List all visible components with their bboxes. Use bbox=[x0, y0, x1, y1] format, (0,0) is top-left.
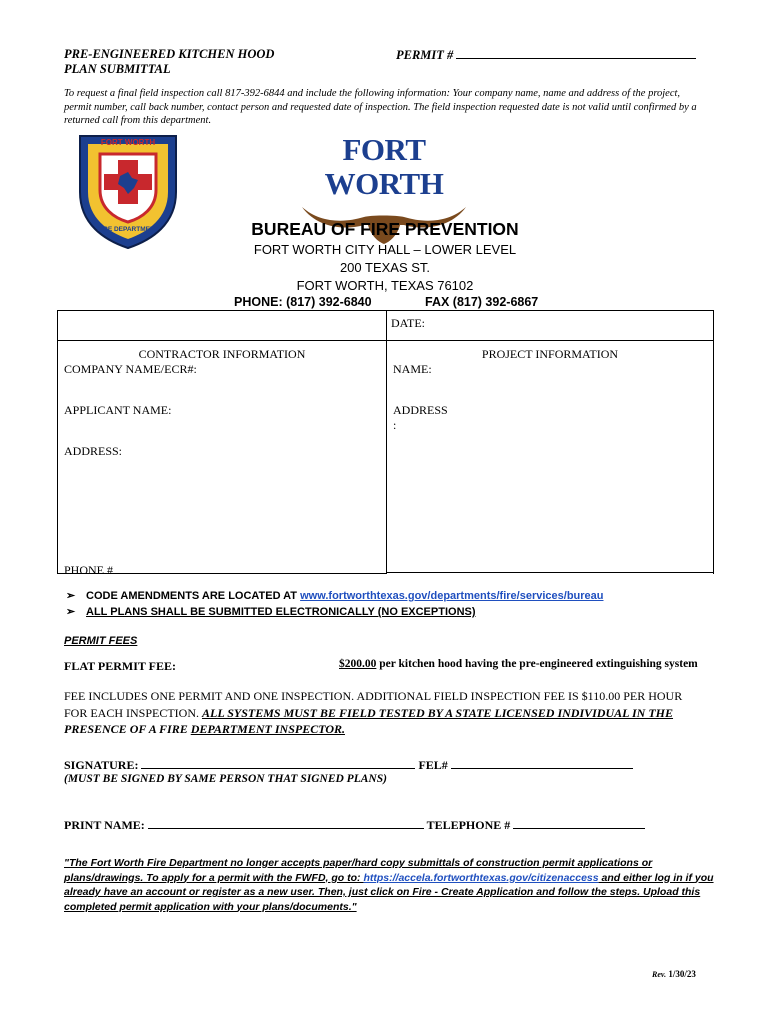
flat-permit-fee-label: FLAT PERMIT FEE: bbox=[64, 659, 177, 673]
fee-amount: $200.00 bbox=[339, 658, 377, 670]
form-title-line2: PLAN SUBMITTAL bbox=[64, 62, 171, 76]
project-address-label: ADDRESS bbox=[393, 403, 448, 417]
electronic-submittal-text: ALL PLANS SHALL BE SUBMITTED ELECTRONICALLY (NO EXCEPTIONS) bbox=[86, 606, 476, 618]
accela-link[interactable]: https://accela.fortworthtexas.gov/citizenaccess bbox=[363, 871, 599, 884]
contractor-project-form bbox=[57, 310, 714, 577]
notice-text-1: "The Fort Worth Fire Department no longer accepts paper/hard copy submittals of construction permit applications or plans/drawings. To apply for a permit with the FWFD, go to: bbox=[64, 857, 653, 884]
flat-permit-fee-amount bbox=[339, 658, 698, 670]
fort-worth-logo-text: FORT WORTH bbox=[324, 132, 444, 201]
permit-number-line[interactable] bbox=[456, 47, 696, 59]
electronic-submittal-notice bbox=[64, 856, 714, 914]
revision-label: Rev. bbox=[652, 970, 667, 979]
permit-fees-heading: PERMIT FEES bbox=[64, 635, 138, 647]
bureau-fax: FAX (817) 392-6867 bbox=[425, 295, 539, 309]
revision-value: 1/30/23 bbox=[668, 969, 696, 979]
project-name-label: NAME: bbox=[393, 362, 432, 376]
date-cell[interactable] bbox=[387, 311, 714, 341]
code-amendments-link[interactable]: www.fortworthtexas.gov/departments/fire/services/bureau bbox=[300, 590, 604, 602]
form-title-line1: PRE-ENGINEERED KITCHEN HOOD bbox=[64, 47, 275, 61]
fee-amount-description: per kitchen hood having the pre-engineered extinguishing system bbox=[376, 658, 698, 670]
fire-department-badge bbox=[72, 132, 184, 250]
badge-bottom-text: FIRE DEPARTMENT bbox=[97, 226, 159, 233]
signature-note: (MUST BE SIGNED BY SAME PERSON THAT SIGNED PLANS) bbox=[64, 773, 387, 785]
bullet-electronic-submittal bbox=[66, 605, 476, 618]
applicant-name-label: APPLICANT NAME: bbox=[64, 403, 172, 417]
form-bottom-rule bbox=[386, 572, 714, 573]
badge-top-text: FORT WORTH bbox=[100, 138, 156, 147]
revision-date bbox=[652, 969, 696, 979]
bureau-phone: PHONE: (817) 392-6840 bbox=[234, 295, 372, 309]
print-name-line[interactable] bbox=[148, 817, 424, 829]
notice-text-2: and either log in if you already have an account or register as a new user. Then, just click on Fire - Create Application and follow the steps. Upload this completed permit application with your plans/documents." bbox=[64, 871, 714, 913]
telephone-line[interactable] bbox=[513, 817, 645, 829]
inspection-instructions: To request a final field inspection call 817-392-6844 and include the following information: Your company name, name and address of the project, permit number, call back number, contact person and requested date of inspection. The field inspection requested date is not valid until confirmed by a returned call from this department. bbox=[64, 88, 697, 126]
fee-details-line3: PRESENCE OF A FIRE DEPARTMENT INSPECTOR. bbox=[64, 722, 345, 736]
project-info-cell[interactable] bbox=[387, 341, 714, 574]
fel-label: FEL# bbox=[418, 758, 448, 772]
arrow-bullet-icon: ➢ bbox=[66, 606, 76, 618]
permit-number-label: PERMIT # bbox=[396, 48, 454, 62]
signature-label: SIGNATURE: bbox=[64, 758, 139, 772]
contractor-address-label: ADDRESS: bbox=[64, 444, 123, 458]
signature-row bbox=[64, 757, 633, 773]
bureau-address bbox=[180, 241, 590, 295]
telephone-label: TELEPHONE # bbox=[426, 818, 511, 832]
bureau-title: BUREAU OF FIRE PREVENTION bbox=[251, 219, 519, 239]
company-name-label: COMPANY NAME/ECR#: bbox=[64, 362, 197, 376]
code-amendments-text: CODE AMENDMENTS ARE LOCATED AT bbox=[86, 590, 301, 602]
print-name-label: PRINT NAME: bbox=[64, 818, 145, 832]
print-name-row bbox=[64, 817, 645, 833]
project-heading: PROJECT INFORMATION bbox=[481, 347, 619, 361]
fee-details-line2: FOR EACH INSPECTION. ALL SYSTEMS MUST BE FIELD TESTED BY A STATE LICENSED INDIVIDUAL IN THE bbox=[64, 705, 674, 720]
contractor-info-cell[interactable] bbox=[58, 341, 387, 577]
field-test-requirement: ALL SYSTEMS MUST BE FIELD TESTED BY A STATE LICENSED INDIVIDUAL IN THE bbox=[202, 705, 674, 720]
fee-details bbox=[64, 688, 724, 738]
bureau-address-line3: FORT WORTH, TEXAS 76102 bbox=[296, 278, 474, 293]
fel-line[interactable] bbox=[451, 757, 633, 769]
form-title bbox=[64, 47, 274, 77]
contractor-heading: CONTRACTOR INFORMATION bbox=[138, 347, 306, 361]
arrow-bullet-icon: ➢ bbox=[66, 590, 76, 602]
phone-label: PHONE # bbox=[64, 563, 114, 577]
project-address-colon: : bbox=[393, 418, 397, 432]
blank-cell bbox=[58, 311, 387, 341]
permit-number-field[interactable] bbox=[396, 47, 696, 63]
bullet-code-amendments bbox=[66, 589, 604, 602]
bureau-address-line1: FORT WORTH CITY HALL – LOWER LEVEL bbox=[253, 242, 517, 257]
signature-line[interactable] bbox=[141, 757, 415, 769]
date-label: DATE: bbox=[391, 316, 425, 330]
fee-details-line1: FEE INCLUDES ONE PERMIT AND ONE INSPECTION. ADDITIONAL FIELD INSPECTION FEE IS $110.00 PER HOUR bbox=[64, 689, 683, 703]
bureau-address-line2: 200 TEXAS ST. bbox=[339, 260, 431, 275]
